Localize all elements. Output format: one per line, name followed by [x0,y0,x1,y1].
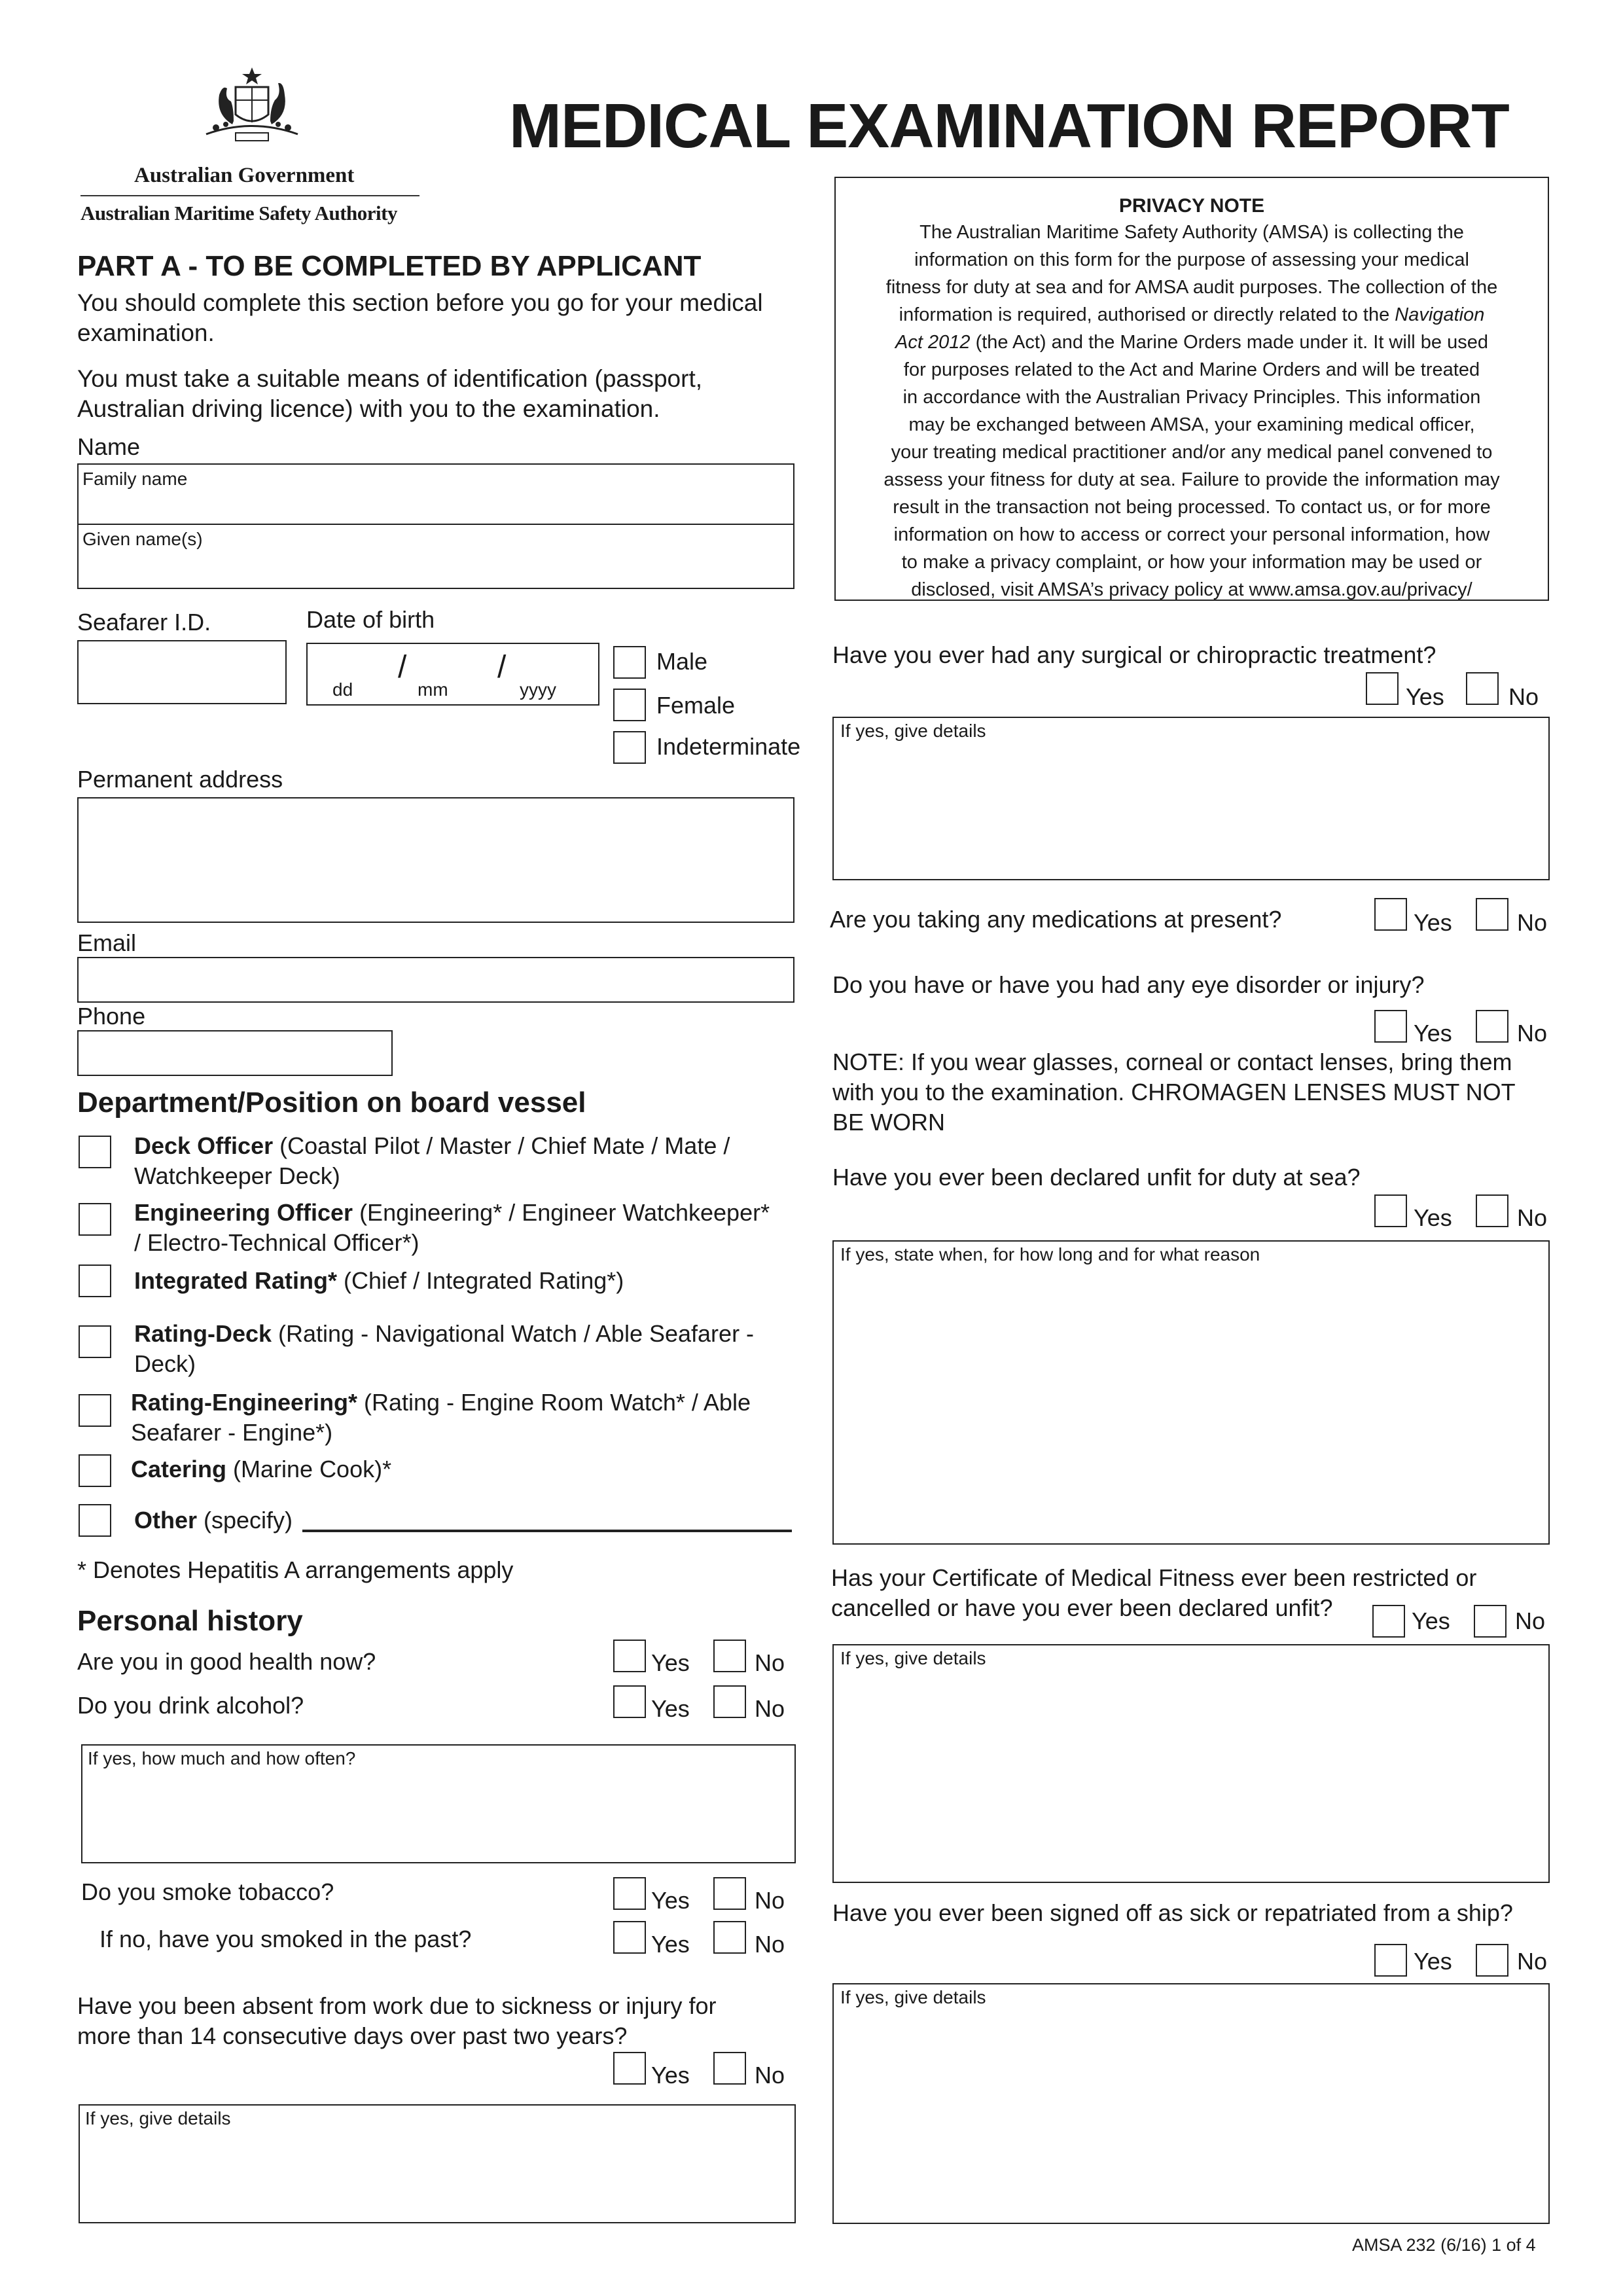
given-names-field[interactable] [77,524,794,589]
q-absent [77,1991,716,2051]
gov-line: Australian Government [134,164,355,187]
email-label: Email [77,929,137,956]
option-bold: Deck Officer [134,1132,274,1159]
yes-label: Yes [1414,1204,1452,1231]
id-line: You must take a suitable means of identification (passport, [77,365,703,392]
smoked-past-yes-checkbox[interactable] [613,1921,646,1954]
surgical-yes-checkbox[interactable] [1366,672,1399,705]
smoke-yes-checkbox[interactable] [613,1877,646,1910]
alcohol-yes-checkbox[interactable] [613,1685,646,1718]
q-medications: Are you taking any medications at present? [830,906,1282,933]
yes-label: Yes [1414,1020,1452,1047]
dob-label: Date of birth [306,606,435,633]
id-line: Australian driving licence) with you to the examination. [77,395,660,422]
phone-label: Phone [77,1003,146,1030]
option-line2: Seafarer - Engine*) [131,1419,333,1446]
address-label: Permanent address [77,766,283,793]
q-certificate-line: cancelled or have you ever been declared unfit? [831,1594,1333,1621]
family-name-label: Family name [82,469,188,489]
q-absent-line: more than 14 consecutive days over past two years? [77,2022,628,2049]
given-names-label: Given name(s) [82,529,203,549]
rating-deck-option [134,1319,754,1379]
yes-label: Yes [1412,1607,1450,1634]
unfit-details-label: If yes, state when, for how long and for what reason [840,1244,1260,1265]
yes-label: Yes [651,1695,690,1722]
signed-off-details-label: If yes, give details [840,1987,986,2007]
note-line: BE WORN [832,1109,946,1136]
seafarer-id-label: Seafarer I.D. [77,609,211,636]
unfit-yes-checkbox[interactable] [1374,1194,1407,1227]
privacy-line: to make a privacy complaint, or how your information may be used or [901,552,1482,573]
q-smoke: Do you smoke tobacco? [81,1878,334,1905]
hepatitis-footnote: * Denotes Hepatitis A arrangements apply [77,1556,514,1583]
no-label: No [1517,909,1548,936]
signed-off-details-field[interactable] [832,1983,1550,2224]
yes-label: Yes [1414,909,1452,936]
lens-note [832,1047,1516,1138]
phone-field[interactable] [77,1030,393,1076]
privacy-line: information on this form for the purpose of assessing your medical [914,249,1469,270]
catering-checkbox[interactable] [79,1454,111,1487]
surgical-no-checkbox[interactable] [1466,672,1499,705]
department-heading: Department/Position on board vessel [77,1086,586,1119]
privacy-line: your treating medical practitioner and/or any medical panel convened to [891,442,1493,463]
name-label: Name [77,433,141,460]
dob-yyyy: yyyy [520,679,556,700]
q-certificate-line: Has your Certificate of Medical Fitness ever been restricted or [831,1564,1477,1591]
gender-indeterminate-checkbox[interactable] [613,731,646,764]
surgical-details-field[interactable] [832,717,1550,880]
form-code-footer: AMSA 232 (6/16) 1 of 4 [1352,2235,1536,2255]
yes-label: Yes [651,1649,690,1676]
option-rest: (specify) [197,1507,293,1534]
privacy-line: fitness for duty at sea and for AMSA audit purposes. The collection of the [885,277,1498,298]
address-field[interactable] [77,797,794,923]
note-line: with you to the examination. CHROMAGEN LENSES MUST NOT [832,1079,1516,1105]
signed-off-yes-checkbox[interactable] [1374,1944,1407,1977]
option-rest: (Engineering* / Engineer Watchkeeper* [353,1199,770,1226]
privacy-line: in accordance with the Australian Privacy Principles. This information [902,387,1481,408]
certificate-no-checkbox[interactable] [1474,1605,1507,1638]
gender-female-label: Female [656,692,736,719]
privacy-note-box [834,177,1549,601]
gender-indeterminate-label: Indeterminate [656,733,801,760]
no-label: No [755,1649,785,1676]
absent-details-field[interactable] [79,2104,796,2223]
smoke-no-checkbox[interactable] [713,1877,746,1910]
no-label: No [1517,1204,1548,1231]
other-checkbox[interactable] [79,1504,111,1537]
absent-yes-checkbox[interactable] [613,2052,646,2085]
option-line2: Watchkeeper Deck) [134,1162,340,1189]
health-no-checkbox[interactable] [713,1640,746,1672]
dob-slash: / [398,650,407,685]
privacy-line: information is required, authorised or directly related to the [899,304,1390,325]
option-bold: Rating-Deck [134,1320,272,1347]
intro-line: examination. [77,319,215,346]
medications-no-checkbox[interactable] [1476,898,1508,931]
q-surgical: Have you ever had any surgical or chiropractic treatment? [832,641,1436,668]
dob-dd: dd [332,679,353,700]
dob-slash: / [497,650,507,685]
absent-details-label: If yes, give details [85,2108,231,2128]
q-eye: Do you have or have you had any eye disorder or injury? [832,971,1425,998]
eye-yes-checkbox[interactable] [1374,1010,1407,1043]
catering-option [131,1454,391,1484]
medications-yes-checkbox[interactable] [1374,898,1407,931]
privacy-line: (the Act) and the Marine Orders made under it. It will be used [975,332,1488,353]
intro-line: You should complete this section before you go for your medical [77,289,763,316]
engineering-officer-option [134,1198,770,1258]
no-label: No [755,1887,785,1914]
privacy-line: The Australian Maritime Safety Authority (AMSA) is collecting the [919,222,1464,243]
no-label: No [1508,683,1539,710]
certificate-details-label: If yes, give details [840,1648,986,1668]
privacy-line: may be exchanged between AMSA, your examining medical officer, [908,414,1475,435]
alcohol-details-field[interactable] [81,1744,796,1863]
privacy-line: information on how to access or correct your personal information, how [893,524,1490,545]
yes-label: Yes [651,2062,690,2089]
no-label: No [755,1695,785,1722]
id-text [77,364,702,424]
rating-deck-checkbox[interactable] [79,1325,111,1358]
option-rest: (Coastal Pilot / Master / Chief Mate / Mate / [273,1132,730,1159]
engineering-officer-checkbox[interactable] [79,1203,111,1236]
privacy-line: result in the transaction not being processed. To contact us, or for more [893,497,1491,518]
q-good-health: Are you in good health now? [77,1648,376,1675]
integrated-rating-checkbox[interactable] [79,1265,111,1297]
alcohol-details-label: If yes, how much and how often? [88,1748,356,1768]
option-bold: Integrated Rating* [134,1267,338,1294]
option-rest: (Rating - Navigational Watch / Able Seafarer - [272,1320,755,1347]
dob-mm: mm [418,679,448,700]
smoked-past-no-checkbox[interactable] [713,1921,746,1954]
other-option [134,1505,293,1535]
personal-history-heading: Personal history [77,1605,303,1637]
yes-label: Yes [1414,1948,1452,1975]
no-label: No [755,1931,785,1958]
family-name-field[interactable] [77,463,794,526]
other-specify-line[interactable] [302,1530,792,1532]
option-line2: Deck) [134,1350,196,1377]
q-signed-off: Have you ever been signed off as sick or repatriated from a ship? [832,1899,1513,1926]
note-line: NOTE: If you wear glasses, corneal or contact lenses, bring them [832,1049,1512,1075]
option-bold: Rating-Engineering* [131,1389,358,1416]
signed-off-no-checkbox[interactable] [1476,1944,1508,1977]
option-bold: Engineering Officer [134,1199,353,1226]
integrated-rating-option [134,1266,624,1296]
q-unfit: Have you ever been declared unfit for duty at sea? [832,1164,1361,1191]
option-line2: / Electro-Technical Officer*) [134,1229,419,1256]
no-label: No [1515,1607,1546,1634]
option-rest: (Marine Cook)* [226,1456,392,1482]
yes-label: Yes [651,1931,690,1958]
coat-of-arms-logo [187,62,317,154]
q-absent-line: Have you been absent from work due to sickness or injury for [77,1992,717,2019]
option-rest: (Rating - Engine Room Watch* / Able [357,1389,751,1416]
privacy-line: for purposes related to the Act and Marine Orders and will be treated [903,359,1480,380]
privacy-heading: PRIVACY NOTE [1118,195,1265,217]
privacy-line: disclosed, visit AMSA’s privacy policy at www.amsa.gov.au/privacy/ [911,579,1472,600]
unfit-no-checkbox[interactable] [1476,1194,1508,1227]
header-divider [80,195,419,196]
seafarer-id-field[interactable] [77,640,287,704]
page-title: MEDICAL EXAMINATION REPORT [509,91,1509,161]
yes-label: Yes [1406,683,1444,710]
intro-text [77,288,763,348]
no-label: No [1517,1020,1548,1047]
certificate-yes-checkbox[interactable] [1372,1605,1405,1638]
deck-officer-option [134,1131,730,1191]
rating-engineering-option [131,1388,751,1448]
no-label: No [1517,1948,1548,1975]
surgical-details-label: If yes, give details [840,721,986,741]
q-alcohol: Do you drink alcohol? [77,1692,304,1719]
gender-male-label: Male [656,648,708,675]
health-yes-checkbox[interactable] [613,1640,646,1672]
part-a-heading: PART A - TO BE COMPLETED BY APPLICANT [77,250,702,282]
alcohol-no-checkbox[interactable] [713,1685,746,1718]
privacy-line-italic: Navigation [1395,304,1485,325]
gender-male-checkbox[interactable] [613,646,646,679]
unfit-details-field[interactable] [832,1240,1550,1545]
dob-field[interactable] [306,643,599,706]
email-field[interactable] [77,957,794,1003]
privacy-line-italic: Act 2012 [895,332,971,353]
rating-engineering-checkbox[interactable] [79,1394,111,1427]
eye-no-checkbox[interactable] [1476,1010,1508,1043]
q-smoked-past: If no, have you smoked in the past? [99,1926,472,1952]
no-label: No [755,2062,785,2089]
yes-label: Yes [651,1887,690,1914]
privacy-line: assess your fitness for duty at sea. Failure to provide the information may [883,469,1500,490]
deck-officer-checkbox[interactable] [79,1136,111,1168]
certificate-details-field[interactable] [832,1644,1550,1883]
agency-line: Australian Maritime Safety Authority [80,202,397,224]
option-bold: Other [134,1507,198,1534]
option-bold: Catering [131,1456,227,1482]
absent-no-checkbox[interactable] [713,2052,746,2085]
option-rest: (Chief / Integrated Rating*) [337,1267,624,1294]
gender-female-checkbox[interactable] [613,689,646,721]
